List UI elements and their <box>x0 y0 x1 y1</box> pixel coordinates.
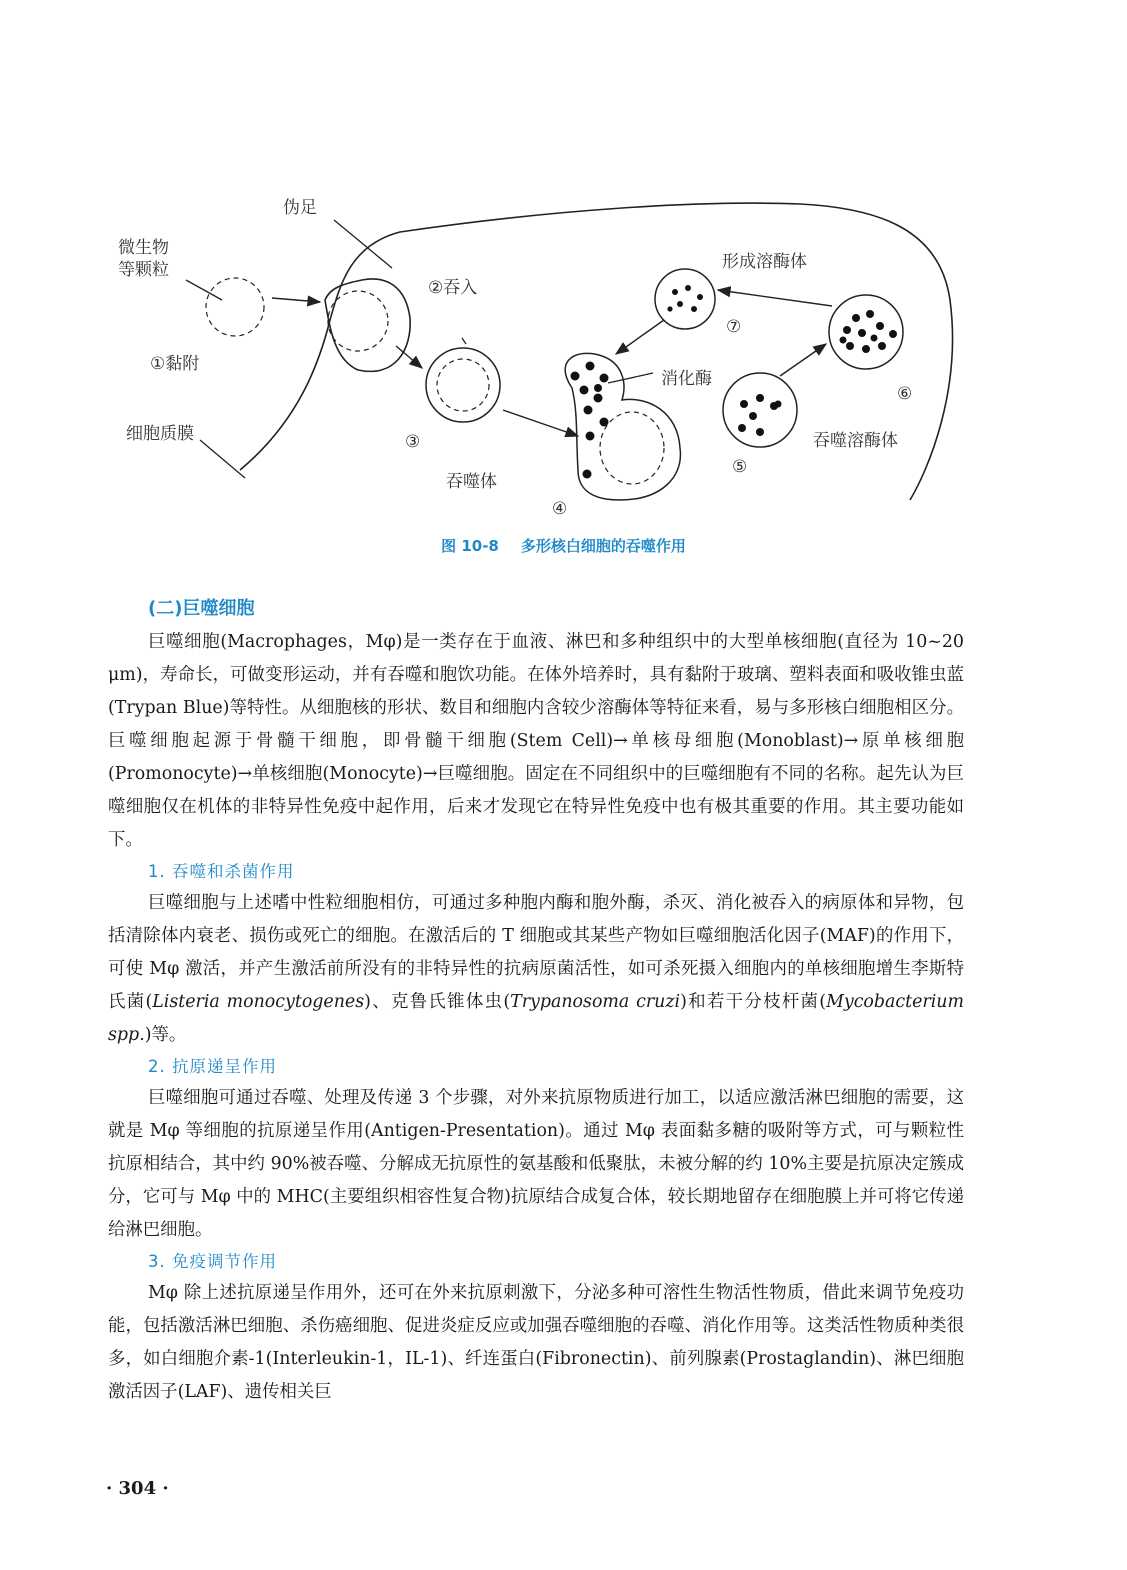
text-run: )、克鲁氏锥体虫( <box>364 992 511 1012</box>
label-phagosome: 吞噬体 <box>446 472 497 492</box>
immune-regulation-paragraph: Mφ 除上述抗原递呈作用外，还可在外来抗原刺激下，分泌多种可溶性生物活性物质，借此来调节免疫功能，包括激活淋巴细胞、杀伤癌细胞、促进炎症反应或加强吞噬细胞的吞噬、消化作用等。这类活性物质种类很多，如白细胞介素-1(Interleukin-1，IL-1)、纤连蛋白(Fibronectin)、前列腺素(Prostaglandin)、淋巴细胞激活因子(LAF)、遗传相关巨 <box>108 1283 964 1402</box>
figure-caption <box>0 535 1127 556</box>
engulfing-particle <box>328 291 388 351</box>
arrow-precursor-to-lysosome <box>718 290 832 306</box>
body-content <box>108 592 964 1409</box>
section-heading: (二)巨噬细胞 <box>148 598 255 619</box>
label-step3: ③ <box>405 432 421 452</box>
subsection-heading-phagocytosis: 1. 吞噬和杀菌作用 <box>148 862 295 881</box>
latin-name: Mycobacterium spp. <box>108 992 964 1045</box>
phagolysosome-particle <box>600 412 664 484</box>
subsection-heading-immune-regulation: 3. 免疫调节作用 <box>148 1252 277 1271</box>
label-membrane: 细胞质膜 <box>126 424 194 444</box>
label-microbe-line2: 等颗粒 <box>118 260 169 280</box>
latin-name: Listeria monocytogenes <box>152 992 365 1012</box>
text-run: )和若干分枝杆菌( <box>680 992 827 1012</box>
phagocytosis-diagram <box>0 0 1127 540</box>
page-number: · 304 · <box>106 1478 169 1499</box>
phagocytosis-figure <box>0 0 1127 555</box>
text-run: )等。 <box>144 1025 187 1045</box>
label-step5: ⑤ <box>732 457 748 477</box>
label-microbe-line1: 微生物 <box>118 238 169 258</box>
caption-title: 多形核白细胞的吞噬作用 <box>520 537 686 555</box>
arrow-primary-to-precursor <box>780 344 826 376</box>
label-adhere: ①黏附 <box>150 354 200 374</box>
label-phagolysosome: 吞噬溶酶体 <box>813 431 898 451</box>
phagosome-particle <box>437 359 489 411</box>
arrow-lysosome-to-fusion <box>616 320 664 354</box>
label-lysosome-form: 形成溶酶体 <box>722 252 807 272</box>
label-step6: ⑥ <box>897 384 913 404</box>
subsection-heading-antigen-presentation: 2. 抗原递呈作用 <box>148 1057 277 1076</box>
arrow-adhere-to-engulf <box>272 298 320 302</box>
text-run: 巨噬细胞与上述嗜中性粒细胞相仿，可通过多种胞内酶和胞外酶，杀灭、消化被吞入的病原体和异物，包括清除体内衰老、损伤或死亡的细胞。在激活后的 T 细胞或其某些产物如巨噬细胞活化因子(MAF)的作用下，可使 Mφ 激活，并产生激活前所没有的非特异性的抗病原菌活性，如可杀死摄入细胞内的单核细胞增生李斯特氏菌( <box>108 893 964 1012</box>
label-digestive-enzyme: 消化酶 <box>661 369 712 389</box>
label-engulf: ②吞入 <box>428 278 478 298</box>
intro-paragraph: 巨噬细胞(Macrophages，Mφ)是一类存在于血液、淋巴和多种组织中的大型单核细胞(直径为 10~20 μm)，寿命长，可做变形运动，并有吞噬和胞饮功能。在体外培养时，具有黏附于玻璃、塑料表面和吸收锥虫蓝(Trypan Blue)等特性。从细胞核的形状、数目和细胞内含较少溶酶体等特征来看，易与多形核白细胞相区分。巨噬细胞起源于骨髓干细胞，即骨髓干细胞(Stem Cell)→单核母细胞(Monoblast)→原单核细胞(Promonocyte)→单核细胞(Monocyte)→巨噬细胞。固定在不同组织中的巨噬细胞有不同的名称。起先认为巨噬细胞仅在机体的非特异性免疫中起作用，后来才发现它在特异性免疫中也有极其重要的作用。其主要功能如下。 <box>108 632 964 850</box>
caption-number: 图 10-8 <box>441 537 499 555</box>
phagocytosis-paragraph <box>108 887 964 1052</box>
microbe-particle <box>206 278 264 336</box>
latin-name: Trypanosoma cruzi <box>510 992 681 1012</box>
label-step4: ④ <box>552 499 568 519</box>
arrow-phagosome-to-fusion <box>503 410 578 436</box>
cell-membrane-outline <box>240 203 953 500</box>
label-pseudopod: 伪足 <box>283 198 317 218</box>
label-step7: ⑦ <box>726 317 742 337</box>
antigen-presentation-paragraph: 巨噬细胞可通过吞噬、处理及传递 3 个步骤，对外来抗原物质进行加工，以适应激活淋巴细胞的需要，这就是 Mφ 等细胞的抗原递呈作用(Antigen-Presentation)。通过 Mφ 表面黏多糖的吸附等方式，可与颗粒性抗原相结合，其中约 90%被吞噬、分解成无抗原性的氨基酸和低聚肽，未被分解的约 10%主要是抗原决定簇成分，它可与 Mφ 中的 MHC(主要组织相容性复合物)抗原结合成复合体，较长期地留存在细胞膜上并可将它传递给淋巴细胞。 <box>108 1088 964 1240</box>
